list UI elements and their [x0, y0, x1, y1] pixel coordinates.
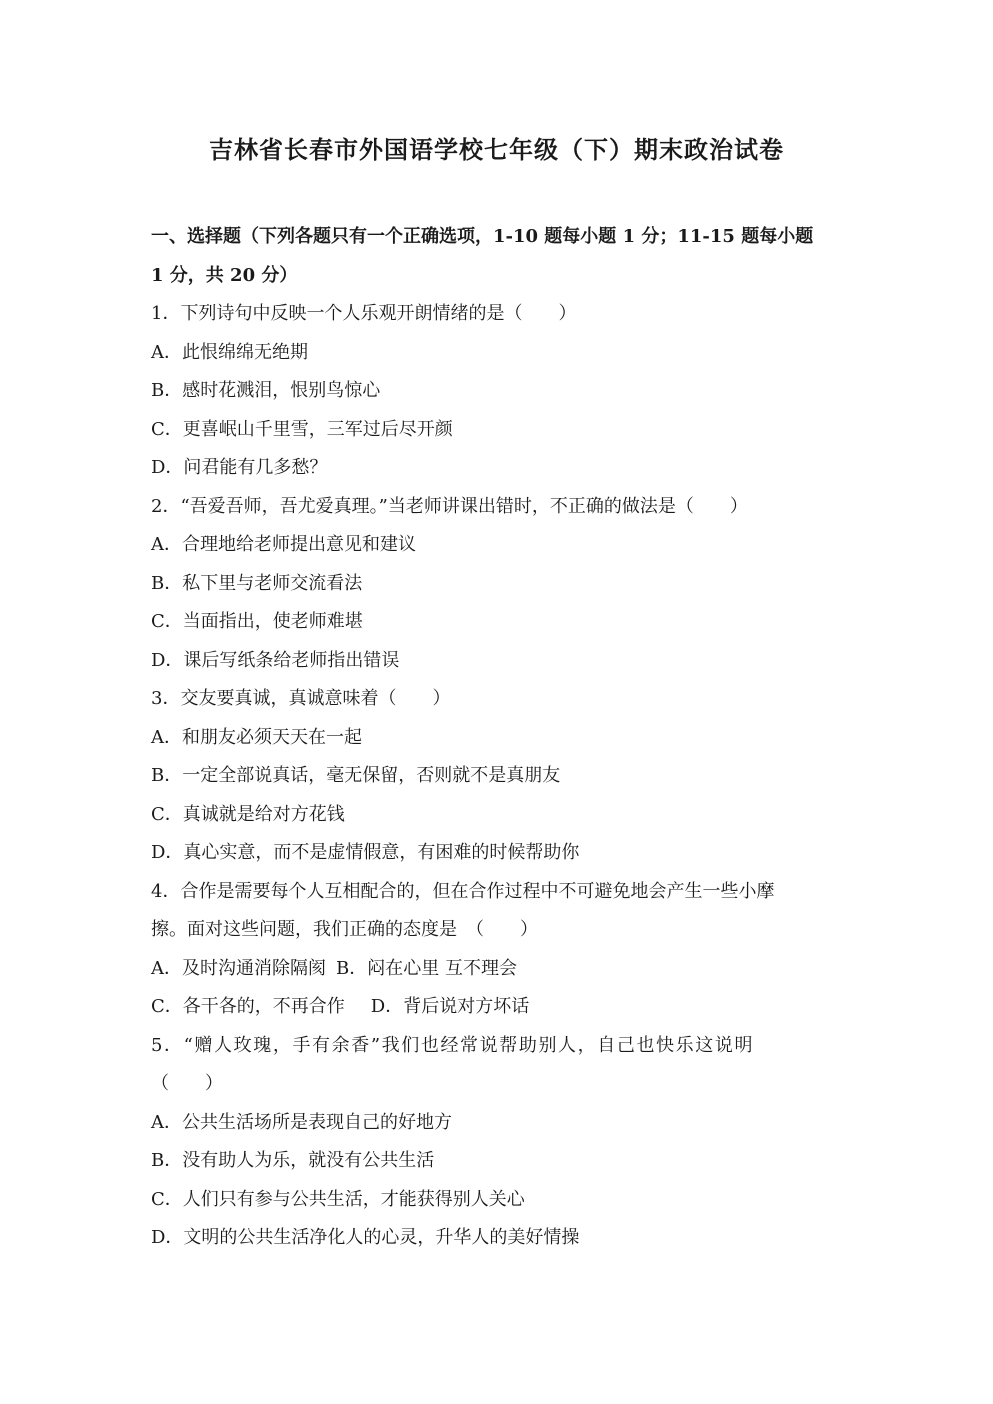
option-d: D．真心实意，而不是虚情假意，有困难的时候帮助你 [151, 842, 580, 863]
question-4 [151, 873, 851, 1027]
question-2 [151, 488, 851, 681]
question-stem-line-2: 擦。面对这些问题，我们正确的态度是 （ ） [151, 919, 538, 940]
page-title: 吉林省长春市外国语学校七年级（下）期末政治试卷 [209, 135, 784, 164]
option-a: A．和朋友必须天天在一起 [151, 726, 362, 748]
question-stem-line-2: （ ） [151, 1073, 223, 1094]
question-5 [151, 1027, 851, 1258]
section-heading-line-2: 1 分，共 20 分） [151, 264, 298, 286]
section-heading-line-1: 一、选择题（下列各题只有一个正确选项，1-10 题每小题 1 分；11-15 题每小题 [151, 226, 814, 247]
option-b: B．私下里与老师交流看法 [151, 572, 363, 594]
option-a: A．此恨绵绵无绝期 [151, 341, 308, 363]
option-d: D．课后写纸条给老师指出错误 [151, 649, 400, 671]
question-stem: 2．“吾爱吾师，吾尤爱真理。”当老师讲课出错时，不正确的做法是（ ） [151, 495, 748, 517]
option-d: D．问君能有几多愁？ [151, 457, 328, 478]
question-stem-line-1: 5．“赠人玫瑰，手有余香”我们也经常说帮助别人，自己也快乐这说明 [151, 1034, 755, 1056]
option-c: C．当面指出，使老师难堪 [151, 611, 363, 632]
question-stem: 3．交友要真诚，真诚意味着（ ） [151, 688, 451, 709]
option-a: A．合理地给老师提出意见和建议 [151, 534, 416, 555]
option-b: B．没有助人为乐，就没有公共生活 [151, 1150, 435, 1171]
exam-content [151, 218, 851, 1258]
option-b: B．一定全部说真话，毫无保留，否则就不是真朋友 [151, 765, 561, 786]
question-3 [151, 680, 851, 873]
options-row [151, 950, 851, 989]
question-1 [151, 295, 851, 488]
option-c: C．真诚就是给对方花钱 [151, 803, 345, 825]
option-d: D．背后说对方坏话 [370, 996, 530, 1017]
option-b: B．感时花溅泪，恨别鸟惊心 [151, 380, 381, 401]
option-a: A．公共生活场所是表现自己的好地方 [151, 1111, 452, 1133]
options-row [151, 988, 851, 1027]
option-b: B．闷在心里 互不理会 [336, 957, 517, 979]
option-a: A．及时沟通消除隔阂 [151, 957, 326, 979]
option-c: C．各干各的，不再合作 [151, 996, 345, 1017]
question-stem-line-1: 4．合作是需要每个人互相配合的，但在合作过程中不可避免地会产生一些小摩 [151, 880, 775, 902]
option-c: C．人们只有参与公共生活，才能获得别人关心 [151, 1188, 525, 1210]
question-stem: 1．下列诗句中反映一个人乐观开朗情绪的是（ ） [151, 303, 577, 324]
option-c: C．更喜岷山千里雪，三军过后尽开颜 [151, 418, 453, 440]
option-d: D．文明的公共生活净化人的心灵，升华人的美好情操 [151, 1227, 580, 1248]
